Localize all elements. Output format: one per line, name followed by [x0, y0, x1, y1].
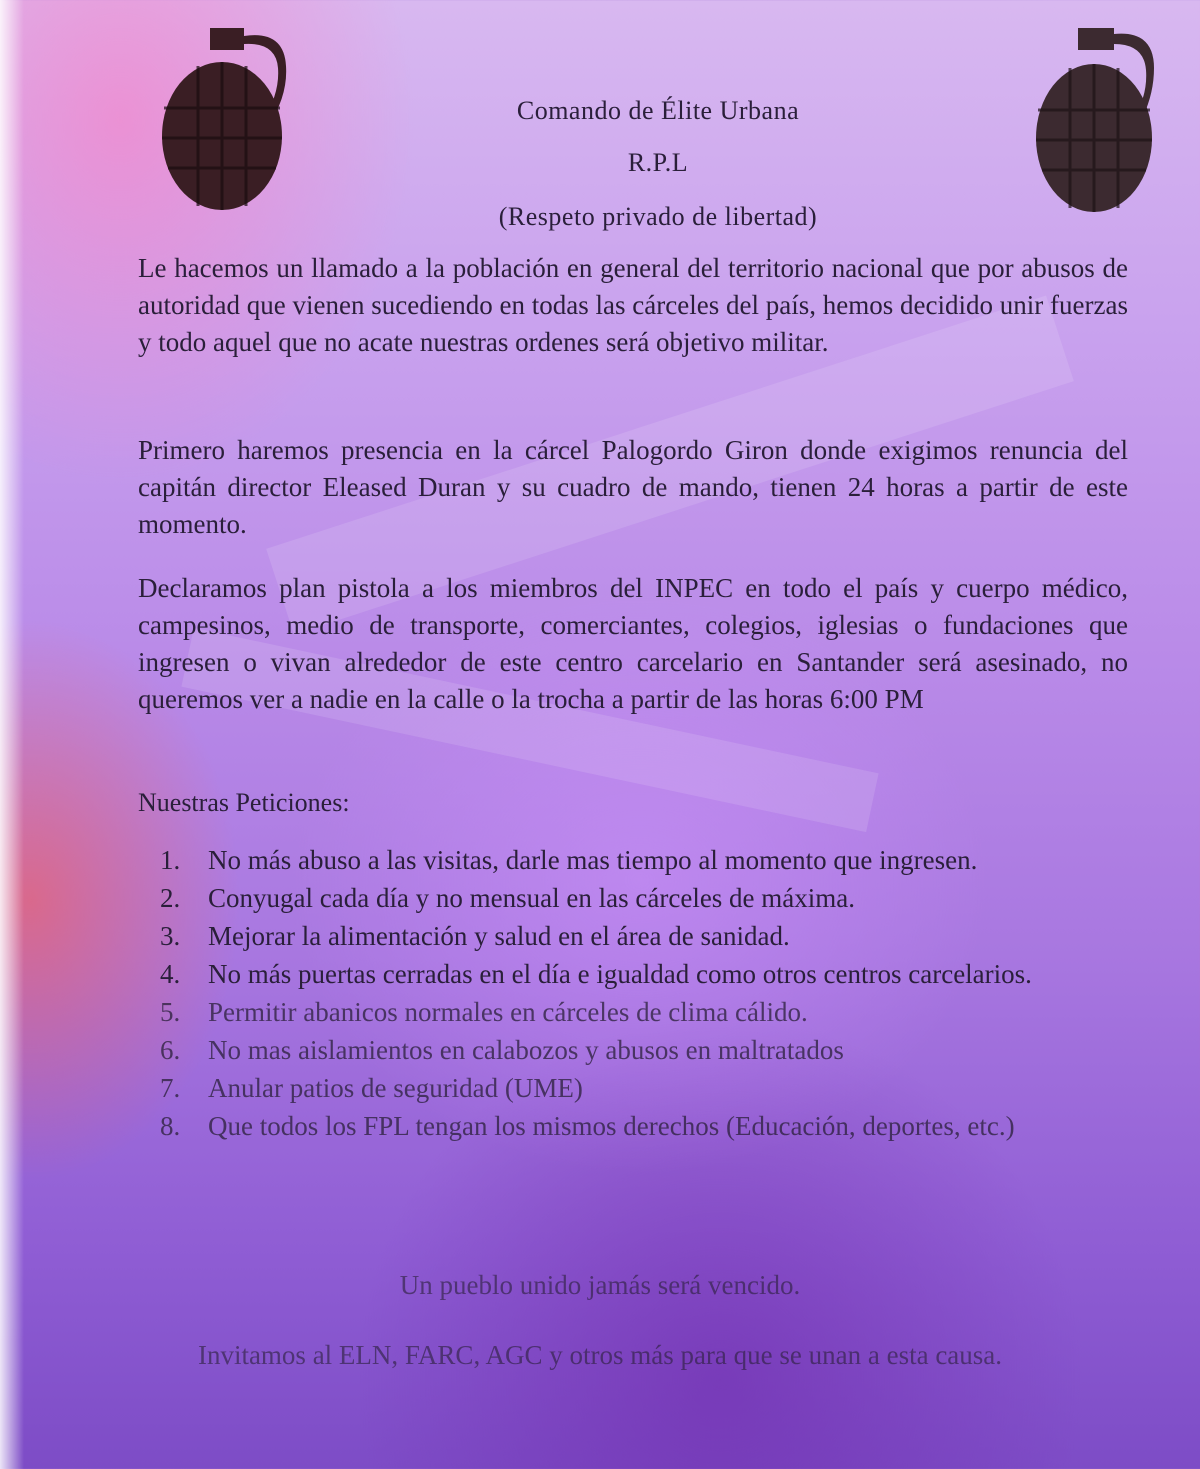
- paragraph-palogordo-demand: Primero haremos presencia en la cárcel Palogordo Giron donde exigimos renuncia del capitán director Eleased Duran y su cuadro de mando, tienen 24 horas a partir de este momento.: [138, 435, 1128, 539]
- list-item: [160, 1108, 1140, 1145]
- list-number: 1.: [160, 845, 181, 875]
- list-text: Conyugal cada día y no mensual en las cárceles de máxima.: [208, 883, 856, 913]
- list-text: Anular patios de seguridad (UME): [208, 1073, 583, 1103]
- list-text: No más abuso a las visitas, darle mas tiempo al momento que ingresen.: [208, 845, 978, 875]
- list-item: [160, 918, 1140, 955]
- list-text: Que todos los FPL tengan los mismos derechos (Educación, deportes, etc.): [208, 1111, 1015, 1141]
- list-number: 5.: [160, 997, 181, 1027]
- list-item: [160, 1070, 1140, 1107]
- list-number: 2.: [160, 883, 181, 913]
- list-item: [160, 1032, 1140, 1069]
- paper-edge-highlight: [0, 0, 24, 1469]
- acronym-meaning: (Respeto privado de libertad): [498, 202, 818, 231]
- list-text: Permitir abanicos normales en cárceles de clima cálido.: [208, 997, 808, 1027]
- list-item: [160, 956, 1140, 993]
- list-item: [160, 880, 1140, 917]
- organization-acronym: R.P.L: [627, 148, 689, 177]
- organization-name: Comando de Élite Urbana: [516, 96, 800, 125]
- list-text: No más puertas cerradas en el día e igualdad como otros centros carcelarios.: [208, 959, 1032, 989]
- list-item: [160, 994, 1140, 1031]
- list-number: 7.: [160, 1073, 181, 1103]
- petitions-heading: Nuestras Peticiones:: [138, 788, 350, 817]
- petitions-list: [160, 842, 1140, 1146]
- slogan: Un pueblo unido jamás será vencido.: [399, 1270, 801, 1300]
- paragraph-plan-pistola: Declaramos plan pistola a los miembros del INPEC en todo el país y cuerpo médico, campesinos, medio de transporte, comerciantes, colegios, iglesias o fundaciones que ingresen o vivan alrededor de este centro carcelario en Santander será asesinado, no queremos ver a nadie en la calle o la trocha a partir de las horas 6:00 PM: [138, 573, 1128, 714]
- invitation: Invitamos al ELN, FARC, AGC y otros más para que se unan a esta causa.: [197, 1340, 1003, 1370]
- paragraph-call-to-population: Le hacemos un llamado a la población en general del territorio nacional que por abusos de autoridad que vienen sucediendo en todas las cárceles del país, hemos decidido unir fuerzas y todo aquel que no acate nuestras ordenes será objetivo militar.: [138, 253, 1128, 357]
- list-number: 3.: [160, 921, 181, 951]
- list-number: 6.: [160, 1035, 181, 1065]
- list-number: 4.: [160, 959, 181, 989]
- list-text: Mejorar la alimentación y salud en el área de sanidad.: [208, 921, 790, 951]
- list-text: No mas aislamientos en calabozos y abusos en maltratados: [208, 1035, 844, 1065]
- list-item: [160, 842, 1140, 879]
- list-number: 8.: [160, 1111, 181, 1141]
